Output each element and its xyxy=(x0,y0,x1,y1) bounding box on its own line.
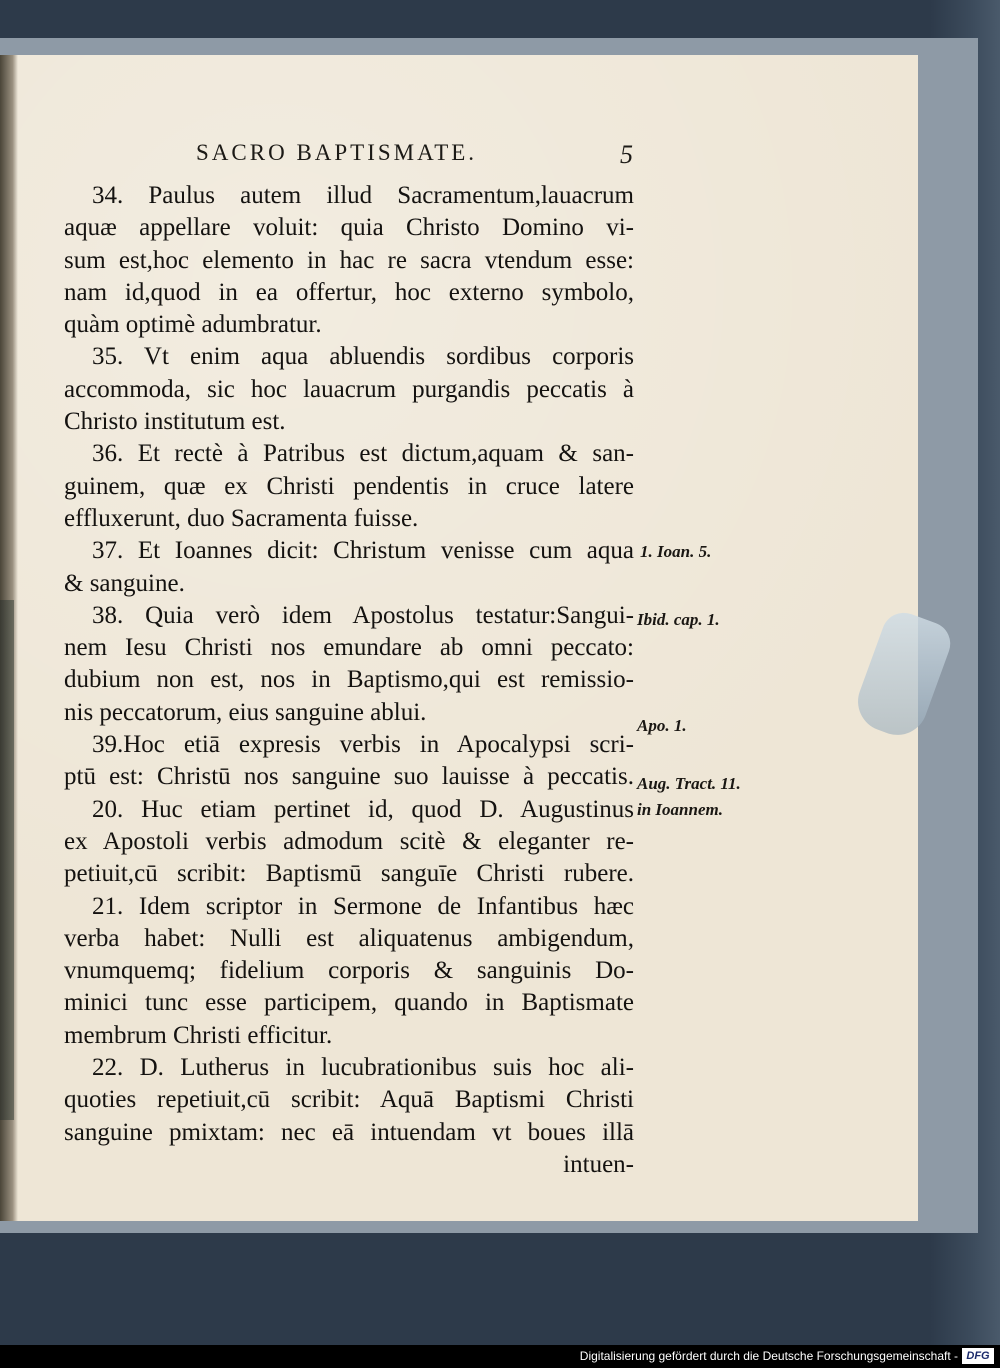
text-line: nem Iesu Christi nos emundare ab omni peccato: xyxy=(64,634,634,662)
text-line: ptū est: Christū nos sanguine suo lauisse à peccatis. xyxy=(64,763,634,791)
text-line: 20. Huc etiam pertinet id, quod D. Augustinus xyxy=(92,795,634,823)
text-line: nam id,quod in ea offertur, hoc externo symbolo, xyxy=(64,278,634,306)
margin-note: Apo. 1. xyxy=(637,716,687,735)
page-edge xyxy=(0,600,14,1120)
text-line: 21. Idem scriptor in Sermone de Infantibus hæc xyxy=(92,892,634,920)
margin-note: Ibid. cap. 1. xyxy=(637,610,720,629)
text-line: 35. Vt enim aqua abluendis sordibus corporis xyxy=(92,343,634,371)
margin-note: Aug. Tract. 11. xyxy=(637,774,741,793)
text-line: verba habet: Nulli est aliquatenus ambigendum, xyxy=(64,924,634,952)
text-line: effluxerunt, duo Sacramenta fuisse. xyxy=(64,504,419,532)
text-line: & sanguine. xyxy=(64,569,185,597)
text-line: guinem, quæ ex Christi pendentis in cruce latere xyxy=(64,472,634,500)
text-line: 39.Hoc etiā expresis verbis in Apocalypsi scri- xyxy=(92,731,634,759)
text-line: ex Apostoli verbis admodum scitè & eleganter re- xyxy=(64,827,634,855)
text-line: 22. D. Lutherus in lucubrationibus suis hoc ali- xyxy=(92,1054,634,1082)
footer-bar xyxy=(0,1345,1000,1368)
margin-note: 1. Ioan. 5. xyxy=(640,542,712,561)
page-body-text xyxy=(64,180,634,1181)
text-line: 34. Paulus autem illud Sacramentum,lauacrum xyxy=(92,182,634,209)
running-title: SACRO BAPTISMATE. xyxy=(196,140,478,165)
running-header xyxy=(196,140,636,180)
page-number: 5 xyxy=(620,140,636,169)
text-line: vnumquemq; fidelium corporis & sanguinis Do- xyxy=(64,957,634,985)
text-line: 36. Et rectè à Patribus est dictum,aquam & san- xyxy=(92,440,634,468)
text-line: nis peccatorum, eius sanguine ablui. xyxy=(64,698,427,726)
text-line: Christo institutum est. xyxy=(64,408,286,436)
funding-credit: Digitalisierung gefördert durch die Deutsche Forschungsgemeinschaft - xyxy=(579,1349,958,1363)
text-line: sum est,hoc elemento in hac re sacra vtendum esse: xyxy=(64,246,634,274)
dfg-logo: DFG xyxy=(962,1348,994,1364)
text-line: sanguine pmixtam: nec eā intuendam vt boues illā xyxy=(64,1118,634,1146)
text-line: quàm optimè adumbratur. xyxy=(64,311,322,339)
text-line: petiuit,cū scribit: Baptismū sanguīe Christi rubere. xyxy=(64,860,634,888)
text-line: membrum Christi efficitur. xyxy=(64,1021,333,1049)
catchword: intuen- xyxy=(563,1150,634,1178)
text-line: aquæ appellare voluit: quia Christo Domino vi- xyxy=(64,214,634,242)
text-line: minici tunc esse participem, quando in Baptismate xyxy=(64,989,634,1017)
text-line: quoties repetiuit,cū scribit: Aquā Baptismi Christi xyxy=(64,1086,634,1114)
text-line: accommoda, sic hoc lauacrum purgandis peccatis à xyxy=(64,375,634,403)
text-line: dubium non est, nos in Baptismo,qui est remissio- xyxy=(64,666,634,694)
text-line: 37. Et Ioannes dicit: Christum venisse cum aqua xyxy=(92,537,634,565)
margin-note: in Ioannem. xyxy=(637,800,723,819)
text-line: 38. Quia verò idem Apostolus testatur:Sangui- xyxy=(92,601,634,629)
